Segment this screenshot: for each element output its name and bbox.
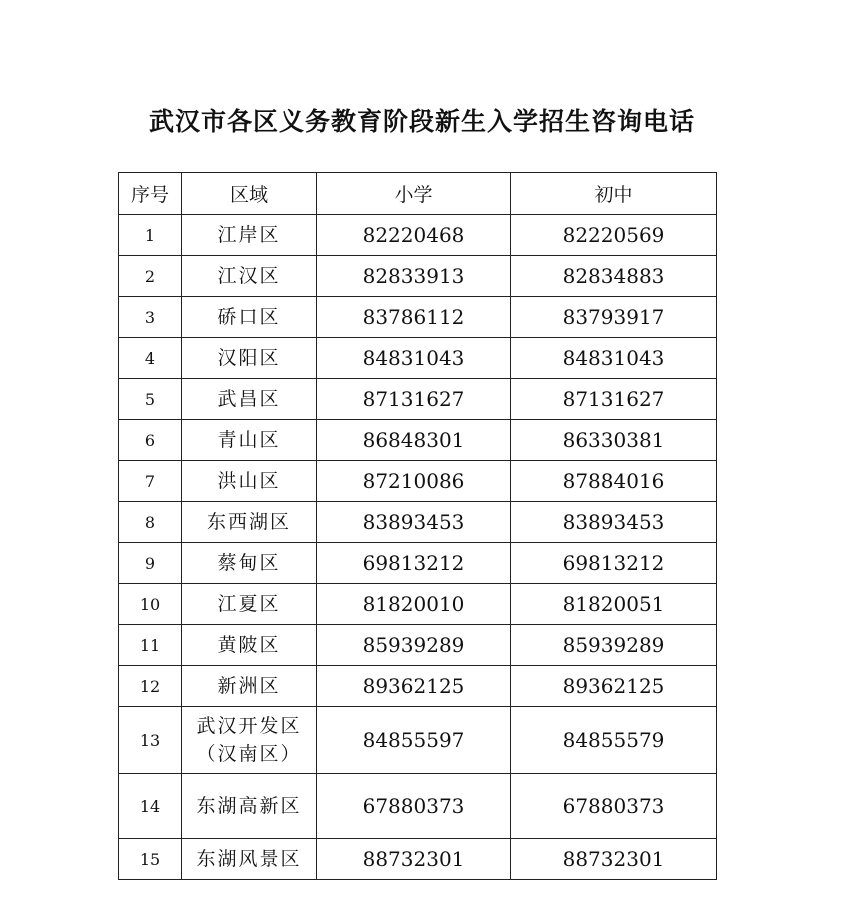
row-area: 江夏区: [182, 584, 317, 625]
row-index: 8: [119, 502, 182, 543]
row-index: 5: [119, 379, 182, 420]
consultation-phone-table: [118, 172, 717, 880]
row-area: 东湖风景区: [182, 839, 317, 880]
table-header-row: [119, 173, 717, 215]
row-area: 黄陂区: [182, 625, 317, 666]
row-primary-phone: 82220468: [317, 215, 511, 256]
table-row: [119, 839, 717, 880]
row-area-line2: （汉南区）: [196, 743, 302, 765]
row-area: 东西湖区: [182, 502, 317, 543]
row-junior-phone: 88732301: [511, 839, 717, 880]
row-index: 3: [119, 297, 182, 338]
row-area: [182, 707, 317, 774]
row-index: 11: [119, 625, 182, 666]
row-primary-phone: 85939289: [317, 625, 511, 666]
row-index: 4: [119, 338, 182, 379]
row-primary-phone: 87131627: [317, 379, 511, 420]
row-index: 10: [119, 584, 182, 625]
row-area-line1: 武汉开发区: [196, 715, 302, 737]
row-junior-phone: 85939289: [511, 625, 717, 666]
row-area: 武昌区: [182, 379, 317, 420]
row-junior-phone: 86330381: [511, 420, 717, 461]
row-junior-phone: 67880373: [511, 774, 717, 839]
header-junior-high: 初中: [511, 173, 717, 215]
row-primary-phone: 86848301: [317, 420, 511, 461]
table-row: [119, 461, 717, 502]
row-primary-phone: 83893453: [317, 502, 511, 543]
table-row: [119, 625, 717, 666]
row-index: 1: [119, 215, 182, 256]
row-primary-phone: 69813212: [317, 543, 511, 584]
row-index: 9: [119, 543, 182, 584]
row-area: 江岸区: [182, 215, 317, 256]
table-row: [119, 584, 717, 625]
row-junior-phone: 89362125: [511, 666, 717, 707]
row-area: 蔡甸区: [182, 543, 317, 584]
row-area: 青山区: [182, 420, 317, 461]
row-junior-phone: 87884016: [511, 461, 717, 502]
row-index: 2: [119, 256, 182, 297]
row-area: 洪山区: [182, 461, 317, 502]
row-area: 硚口区: [182, 297, 317, 338]
row-index: 12: [119, 666, 182, 707]
row-junior-phone: 87131627: [511, 379, 717, 420]
page-title: 武汉市各区义务教育阶段新生入学招生咨询电话: [148, 107, 695, 136]
row-junior-phone: 83893453: [511, 502, 717, 543]
row-junior-phone: 82834883: [511, 256, 717, 297]
table-row: [119, 774, 717, 839]
row-area: 汉阳区: [182, 338, 317, 379]
row-junior-phone: 84855579: [511, 707, 717, 774]
row-primary-phone: 83786112: [317, 297, 511, 338]
table-row: [119, 666, 717, 707]
table-row: [119, 297, 717, 338]
row-index: 13: [119, 707, 182, 774]
table-row: [119, 420, 717, 461]
row-area: 东湖高新区: [182, 774, 317, 839]
row-primary-phone: 87210086: [317, 461, 511, 502]
row-junior-phone: 69813212: [511, 543, 717, 584]
table-row: [119, 543, 717, 584]
table-row: [119, 379, 717, 420]
row-index: 15: [119, 839, 182, 880]
header-area: 区域: [182, 173, 317, 215]
row-area: 江汉区: [182, 256, 317, 297]
table-row: [119, 338, 717, 379]
row-area: 新洲区: [182, 666, 317, 707]
row-index: 7: [119, 461, 182, 502]
table-row: [119, 256, 717, 297]
table-row: [119, 707, 717, 774]
row-primary-phone: 89362125: [317, 666, 511, 707]
row-junior-phone: 82220569: [511, 215, 717, 256]
row-primary-phone: 88732301: [317, 839, 511, 880]
row-junior-phone: 84831043: [511, 338, 717, 379]
row-junior-phone: 81820051: [511, 584, 717, 625]
header-index: 序号: [119, 173, 182, 215]
row-primary-phone: 82833913: [317, 256, 511, 297]
row-primary-phone: 84831043: [317, 338, 511, 379]
table-row: [119, 215, 717, 256]
row-primary-phone: 67880373: [317, 774, 511, 839]
row-index: 6: [119, 420, 182, 461]
row-junior-phone: 83793917: [511, 297, 717, 338]
row-index: 14: [119, 774, 182, 839]
header-primary-school: 小学: [317, 173, 511, 215]
row-primary-phone: 81820010: [317, 584, 511, 625]
row-primary-phone: 84855597: [317, 707, 511, 774]
table-row: [119, 502, 717, 543]
